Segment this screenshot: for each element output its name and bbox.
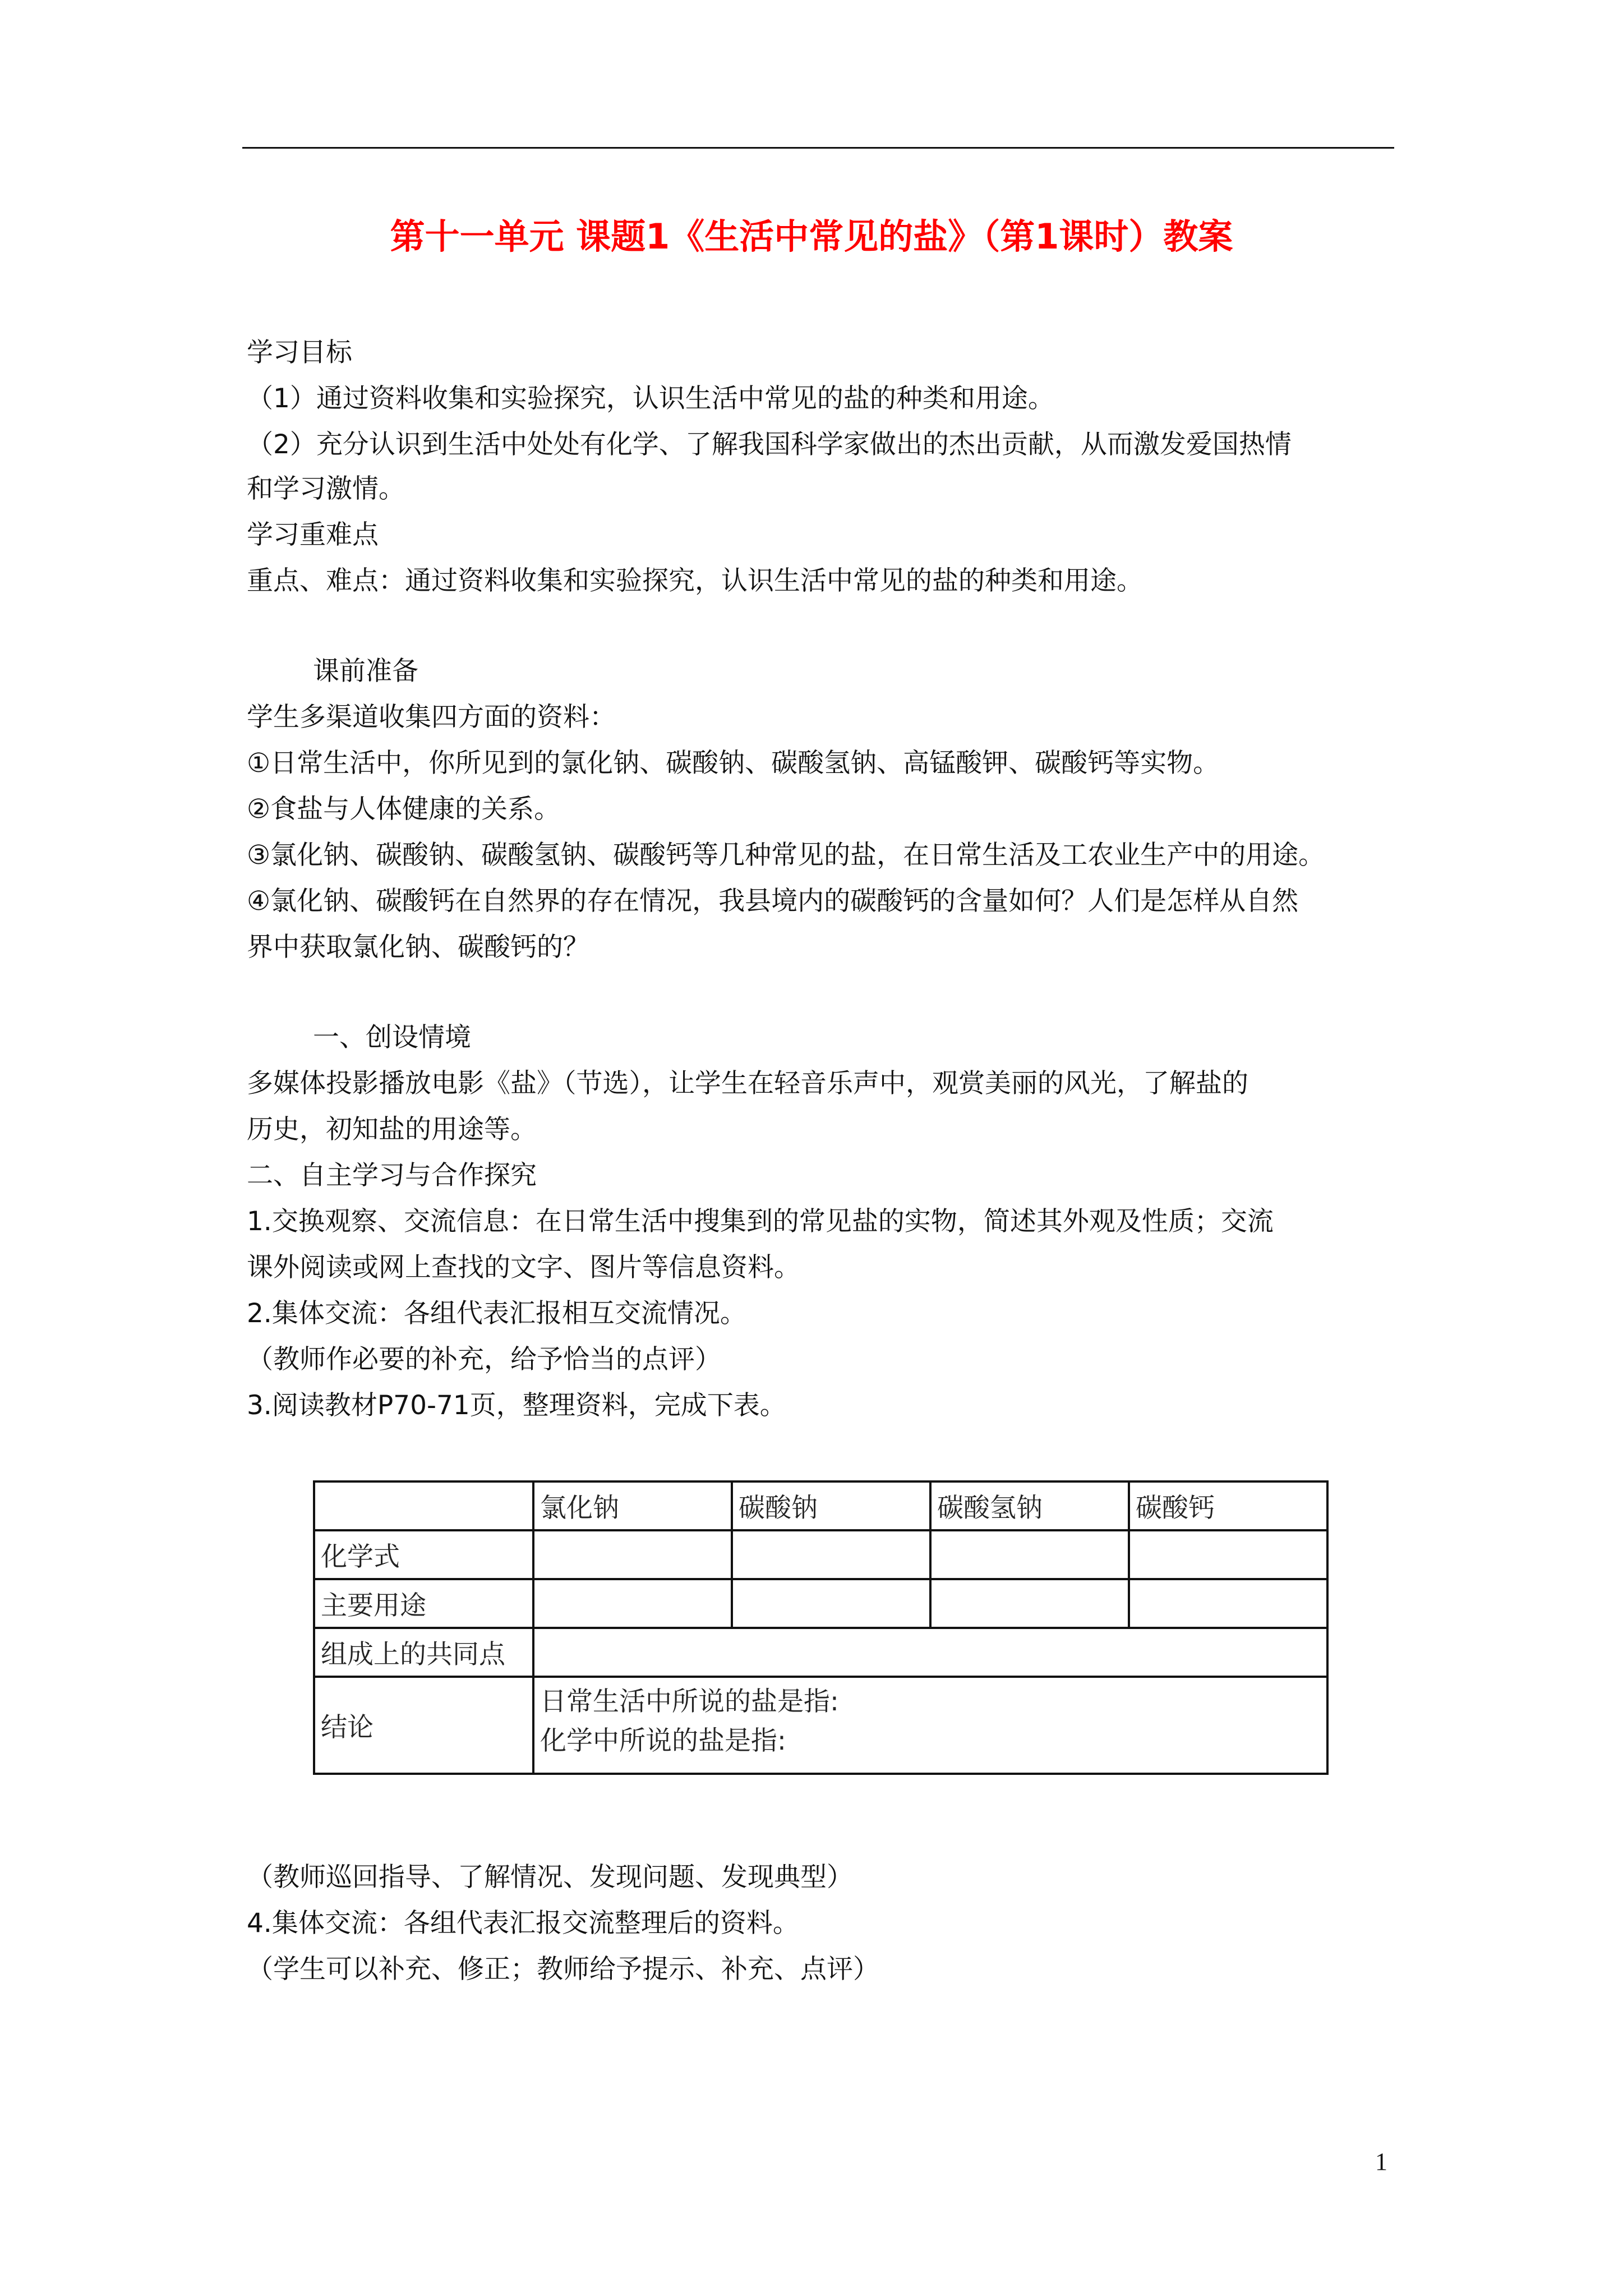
preparation-item-4-line-1: ④氯化钠、碳酸钙在自然界的存在情况，我县境内的碳酸钙的含量如何？人们是怎样从自然 bbox=[247, 886, 1299, 917]
conclusion-cell[interactable] bbox=[533, 1677, 1327, 1774]
preparation-item-1: ①日常生活中，你所见到的氯化钠、碳酸钠、碳酸氢钠、高锰酸钾、碳酸钙等实物。 bbox=[247, 748, 1220, 779]
section-1-heading: 一、创设情境 bbox=[313, 1022, 471, 1053]
header-sodium-chloride: 氯化钠 bbox=[533, 1481, 732, 1530]
section-1-line-2: 历史，初知盐的用途等。 bbox=[247, 1114, 537, 1145]
table-row-conclusion bbox=[314, 1677, 1327, 1774]
key-points-text: 重点、难点：通过资料收集和实验探究，认识生活中常见的盐的种类和用途。 bbox=[247, 565, 1143, 596]
usage-cell-sodium-carbonate[interactable] bbox=[732, 1579, 930, 1628]
page-number: 1 bbox=[1375, 2148, 1387, 2175]
header-sodium-carbonate: 碳酸钠 bbox=[732, 1481, 930, 1530]
objective-item-1: （1）通过资料收集和实验探究，认识生活中常见的盐的种类和用途。 bbox=[247, 383, 1054, 414]
common-cell[interactable] bbox=[533, 1628, 1327, 1677]
table-header-row bbox=[314, 1481, 1327, 1530]
step-3: 3.阅读教材P70-71页，整理资料，完成下表。 bbox=[247, 1390, 786, 1421]
formula-cell-sodium-carbonate[interactable] bbox=[732, 1530, 930, 1579]
conclusion-line-1: 日常生活中所说的盐是指: bbox=[540, 1686, 839, 1717]
row-label-usage: 主要用途 bbox=[314, 1579, 533, 1628]
row-label-common: 组成上的共同点 bbox=[314, 1628, 533, 1677]
header-calcium-carbonate: 碳酸钙 bbox=[1129, 1481, 1327, 1530]
conclusion-line-2: 化学中所说的盐是指: bbox=[540, 1726, 786, 1756]
salt-comparison-table bbox=[313, 1480, 1329, 1775]
usage-cell-sodium-chloride[interactable] bbox=[533, 1579, 732, 1628]
step-2: 2.集体交流：各组代表汇报相互交流情况。 bbox=[247, 1298, 746, 1329]
objectives-heading: 学习目标 bbox=[247, 337, 352, 368]
usage-cell-calcium-carbonate[interactable] bbox=[1129, 1579, 1327, 1628]
section-1-line-1: 多媒体投影播放电影《盐》（节选），让学生在轻音乐声中，观赏美丽的风光，了解盐的 bbox=[247, 1068, 1248, 1099]
table-row-usage bbox=[314, 1579, 1327, 1628]
teacher-note-1: （教师作必要的补充，给予恰当的点评） bbox=[247, 1344, 721, 1375]
formula-cell-calcium-carbonate[interactable] bbox=[1129, 1530, 1327, 1579]
step-1-line-1: 1.交换观察、交流信息：在日常生活中搜集到的常见盐的实物，简述其外观及性质；交流 bbox=[247, 1206, 1274, 1237]
row-label-conclusion: 结论 bbox=[314, 1677, 533, 1774]
table-corner-cell bbox=[314, 1481, 533, 1530]
objective-item-2-line-2: 和学习激情。 bbox=[247, 473, 405, 504]
teacher-note-2: （教师巡回指导、了解情况、发现问题、发现典型） bbox=[247, 1862, 853, 1893]
header-sodium-bicarbonate: 碳酸氢钠 bbox=[930, 1481, 1129, 1530]
table-row-common bbox=[314, 1628, 1327, 1677]
step-4: 4.集体交流：各组代表汇报交流整理后的资料。 bbox=[247, 1908, 799, 1939]
formula-cell-sodium-chloride[interactable] bbox=[533, 1530, 732, 1579]
row-label-formula: 化学式 bbox=[314, 1530, 533, 1579]
preparation-heading: 课前准备 bbox=[313, 656, 418, 687]
preparation-item-2: ②食盐与人体健康的关系。 bbox=[247, 794, 561, 825]
table-row-formula bbox=[314, 1530, 1327, 1579]
key-points-heading: 学习重难点 bbox=[247, 519, 379, 550]
step-1-line-2: 课外阅读或网上查找的文字、图片等信息资料。 bbox=[247, 1252, 800, 1283]
preparation-item-3: ③氯化钠、碳酸钠、碳酸氢钠、碳酸钙等几种常见的盐，在日常生活及工农业生产中的用途。 bbox=[247, 840, 1325, 871]
section-2-heading: 二、自主学习与合作探究 bbox=[247, 1160, 537, 1191]
page-title: 第十一单元 课题1《生活中常见的盐》（第1课时）教案 bbox=[390, 216, 1233, 257]
usage-cell-sodium-bicarbonate[interactable] bbox=[930, 1579, 1129, 1628]
header-rule bbox=[242, 147, 1394, 149]
objective-item-2-line-1: （2）充分认识到生活中处处有化学、了解我国科学家做出的杰出贡献，从而激发爱国热情 bbox=[247, 429, 1292, 460]
preparation-intro: 学生多渠道收集四方面的资料： bbox=[247, 702, 616, 733]
formula-cell-sodium-bicarbonate[interactable] bbox=[930, 1530, 1129, 1579]
teacher-note-3: （学生可以补充、修正；教师给予提示、补充、点评） bbox=[247, 1954, 879, 1985]
preparation-item-4-line-2: 界中获取氯化钠、碳酸钙的？ bbox=[247, 932, 589, 963]
